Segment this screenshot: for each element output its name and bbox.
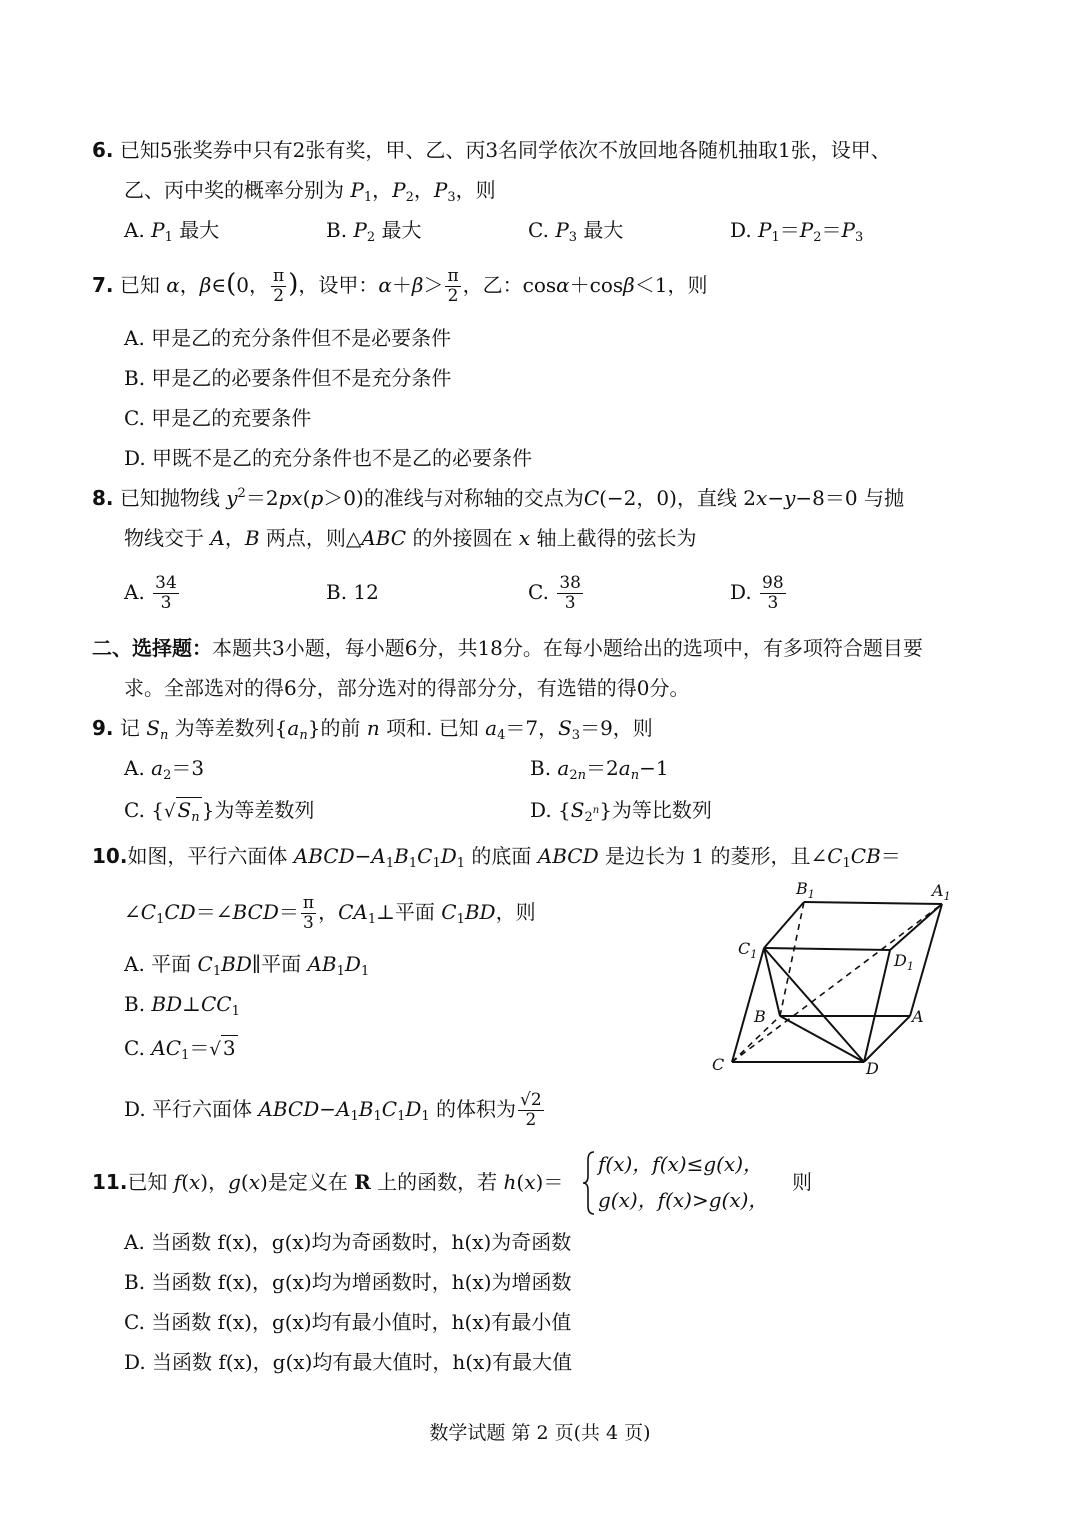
page-footer: 数学试题 第 2 页(共 4 页) <box>429 1422 651 1444</box>
label-C1: $C_1$ <box>738 939 758 961</box>
q11-then: 则 <box>792 1170 812 1194</box>
q6-option-b[interactable]: B. $P_2$ 最大 <box>326 218 422 245</box>
q9-option-d[interactable]: D. $\{S_{2^n}\}$为等比数列 <box>530 798 712 825</box>
q11-stem: 11.已知 f(x)，g(x)是定义在 R 上的函数，若 h(x)＝ <box>92 1170 564 1194</box>
q6-option-c[interactable]: C. $P_3$ 最大 <box>528 218 624 245</box>
q8-option-b[interactable]: B. 12 <box>326 580 379 604</box>
label-D1: $D_1$ <box>894 951 914 973</box>
section2-line2: 求。全部选对的得6分，部分选对的得部分分，有选错的得0分。 <box>124 676 690 700</box>
q11-option-b[interactable]: B. 当函数 f(x)，g(x)均为增函数时，h(x)为增函数 <box>124 1270 572 1294</box>
q11-option-c[interactable]: C. 当函数 f(x)，g(x)均有最小值时，h(x)有最小值 <box>124 1310 572 1334</box>
q11-option-a[interactable]: A. 当函数 f(x)，g(x)均为奇函数时，h(x)为奇函数 <box>124 1230 572 1254</box>
q9-stem: 9. 记 $S_n$ 为等差数列$\{a_n\}$的前 n 项和. 已知 $a_4=7$，$S_3=9$，则 <box>92 716 653 743</box>
parallelepiped-figure <box>700 872 960 1082</box>
label-D: D <box>866 1059 879 1078</box>
label-C: C <box>712 1055 725 1074</box>
q8-line1: 8. 已知抛物线 $y^2=2px(p>0)$的准线与对称轴的交点为C(−2，0)，直线 2x−y−8＝0 与抛 <box>92 486 904 510</box>
q7-stem: 7. 已知 α，β∈(0， $\frac{\pi}{2}$ )，设甲：α＋β＞ $\frac{\pi}{2}$ ，乙：cosα＋cosβ＜1，则 <box>92 266 708 306</box>
q9-option-a[interactable]: A. $a_2=3$ <box>124 756 205 783</box>
q6-option-a[interactable]: A. $P_1$ 最大 <box>124 218 220 245</box>
q10-option-d[interactable]: D. 平行六面体 $ABCD-A_1B_1C_1D_1$ 的体积为 $\frac{√2}{2}$ <box>124 1090 542 1130</box>
q10-line2: $\angle C_1CD=\angle BCD=$ $\frac{\pi}{3}$ ，$CA_1\perp$平面 $C_1BD$，则 <box>124 893 536 933</box>
q9-option-b[interactable]: B. $a_{2n}=2a_n-1$ <box>530 756 669 783</box>
brace-icon <box>582 1150 596 1216</box>
q6-line2: 乙、丙中奖的概率分别为 $P_1$，$P_2$，$P_3$，则 <box>124 178 496 205</box>
section2-title: 二、选择题： <box>92 636 212 660</box>
q10-option-c[interactable]: C. $AC_1=√$ 3 <box>124 1036 236 1063</box>
q11-option-d[interactable]: D. 当函数 f(x)，g(x)均有最大值时，h(x)有最大值 <box>124 1350 573 1374</box>
q6-line1 <box>92 136 891 164</box>
label-B1: $B_1$ <box>796 879 815 901</box>
q6-text-1: 已知5张奖券中只有2张有奖，甲、乙、丙3名同学依次不放回地各随机抽取1张，设甲、 <box>119 138 891 162</box>
q10-line1: 10.如图，平行六面体 $ABCD-A_1B_1C_1D_1$ 的底面 ABCD 是边长为 1 的菱形，且$\angle C_1CB=$ <box>92 844 901 871</box>
q11-case1: f(x)，f(x)≤g(x)， <box>598 1152 764 1176</box>
q6-option-d[interactable]: D. $P_1=P_2=P_3$ <box>730 218 864 245</box>
q10-option-b[interactable]: B. $BD\perp CC_1$ <box>124 992 240 1019</box>
label-A: A <box>912 1007 924 1026</box>
q7-option-b[interactable]: B. 甲是乙的必要条件但不是充分条件 <box>124 366 452 390</box>
section2-line1: 二、选择题：本题共3小题，每小题6分，共18分。在每小题给出的选项中，有多项符合题目要 <box>92 636 923 660</box>
q8-option-d[interactable]: D. $\frac{98}{3}$ <box>730 573 784 613</box>
q8-option-a[interactable]: A. $\frac{34}{3}$ <box>124 573 177 613</box>
q6-number: 6. <box>92 138 114 162</box>
label-A1: $A_1$ <box>932 881 951 903</box>
q7-option-d[interactable]: D. 甲既不是乙的充分条件也不是乙的必要条件 <box>124 446 533 470</box>
q8-option-c[interactable]: C. $\frac{38}{3}$ <box>528 573 581 613</box>
q9-option-c[interactable]: C. {√ $S_n$ }为等差数列 <box>124 798 315 825</box>
label-B: B <box>754 1007 766 1026</box>
q7-option-c[interactable]: C. 甲是乙的充要条件 <box>124 406 312 430</box>
q8-line2: 物线交于 A，B 两点，则△ABC 的外接圆在 x 轴上截得的弦长为 <box>124 526 697 550</box>
q10-option-a[interactable]: A. 平面 $C_1BD\parallel$平面 $AB_1D_1$ <box>124 952 370 979</box>
q11-case2: g(x)，f(x)>g(x)， <box>598 1188 769 1212</box>
q7-option-a[interactable]: A. 甲是乙的充分条件但不是必要条件 <box>124 326 452 350</box>
